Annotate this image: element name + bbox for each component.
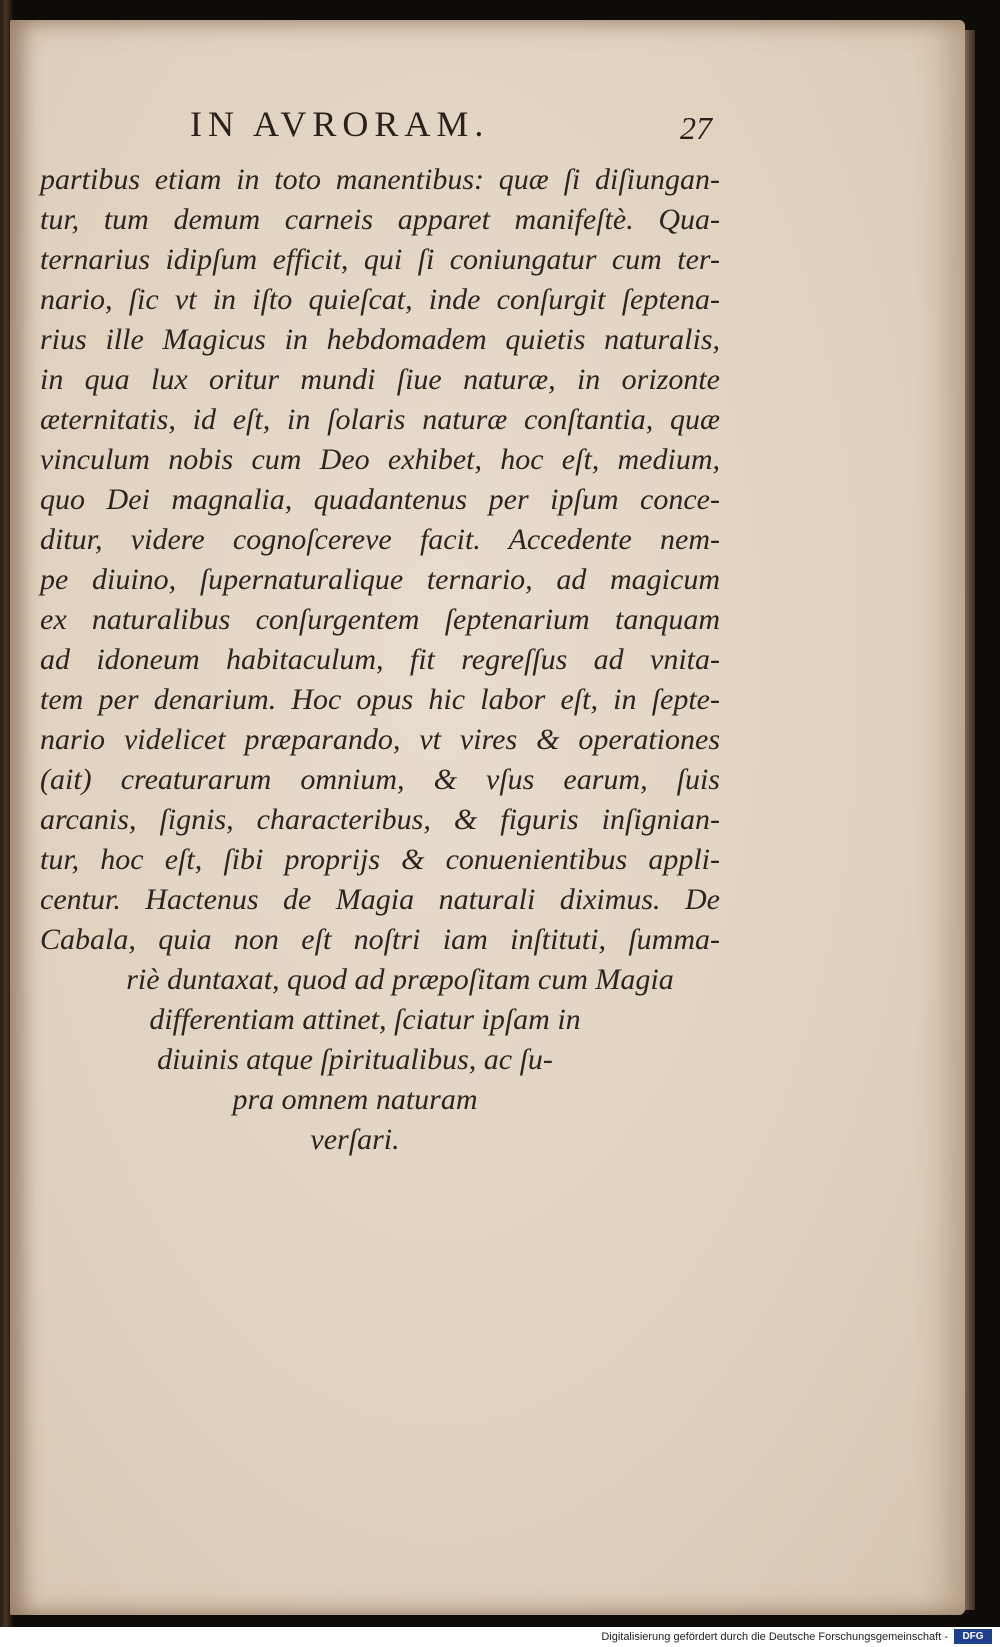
text-line: (ait) creaturarum omnium, & vſus earum, ſuis [40,763,720,796]
text-line: in qua lux oritur mundi ſiue naturæ, in orizonte [40,363,720,396]
text-line: quo Dei magnalia, quadantenus per ipſum conce- [40,483,720,516]
text-line: Cabala, quia non eſt noſtri iam inſtituti, ſumma- [40,923,720,956]
text-line: nario, ſic vt in iſto quieſcat, inde conſurgit ſeptena- [40,283,720,316]
page-edge [965,30,975,1610]
text-line: riè duntaxat, quod ad præpoſitam cum Magia [126,963,674,996]
text-line: pe diuino, ſupernaturalique ternario, ad magicum [40,563,720,596]
text-line: æternitatis, id eſt, in ſolaris naturæ conſtantia, quæ [40,403,720,436]
page-number: 27 [680,110,712,146]
text-line: verſari. [310,1123,400,1156]
text-line: partibus etiam in toto manentibus: quæ ſi diſiungan- [40,163,720,196]
text-line: rius ille Magicus in hebdomadem quietis naturalis, [40,323,720,356]
text-line: arcanis, ſignis, characteribus, & figuris inſignian- [40,803,720,836]
funding-credit: Digitalisierung gefördert durch die Deutsche Forschungsgemeinschaft - [601,1631,948,1643]
running-head: IN AVRORAM. [190,104,490,144]
text-line: tem per denarium. Hoc opus hic labor eſt, in ſepte- [40,683,720,716]
text-line: ex naturalibus conſurgentem ſeptenarium tanquam [40,603,720,636]
text-line: ternarius idipſum efficit, qui ſi coniungatur cum ter- [40,243,720,276]
text-line: pra omnem naturam [232,1083,478,1116]
body-text [40,160,720,1160]
text-line: vinculum nobis cum Deo exhibet, hoc eſt, medium, [40,443,720,476]
text-line: ditur, videre cognoſcereve facit. Accedente nem- [40,523,720,556]
text-line: ad idoneum habitaculum, fit regreſſus ad vnita- [40,643,720,676]
text-line: tur, hoc eſt, ſibi proprijs & conuenientibus appli- [40,843,720,876]
text-line: differentiam attinet, ſciatur ipſam in [149,1003,581,1036]
text-line: centur. Hactenus de Magia naturali diximus. De [40,883,720,916]
dfg-logo: DFG [954,1629,992,1644]
text-line: diuinis atque ſpiritualibus, ac ſu- [157,1043,553,1076]
text-line: tur, tum demum carneis apparet manifeſtè. Qua- [40,203,720,236]
text-line: nario videlicet præparando, vt vires & operationes [40,723,720,756]
